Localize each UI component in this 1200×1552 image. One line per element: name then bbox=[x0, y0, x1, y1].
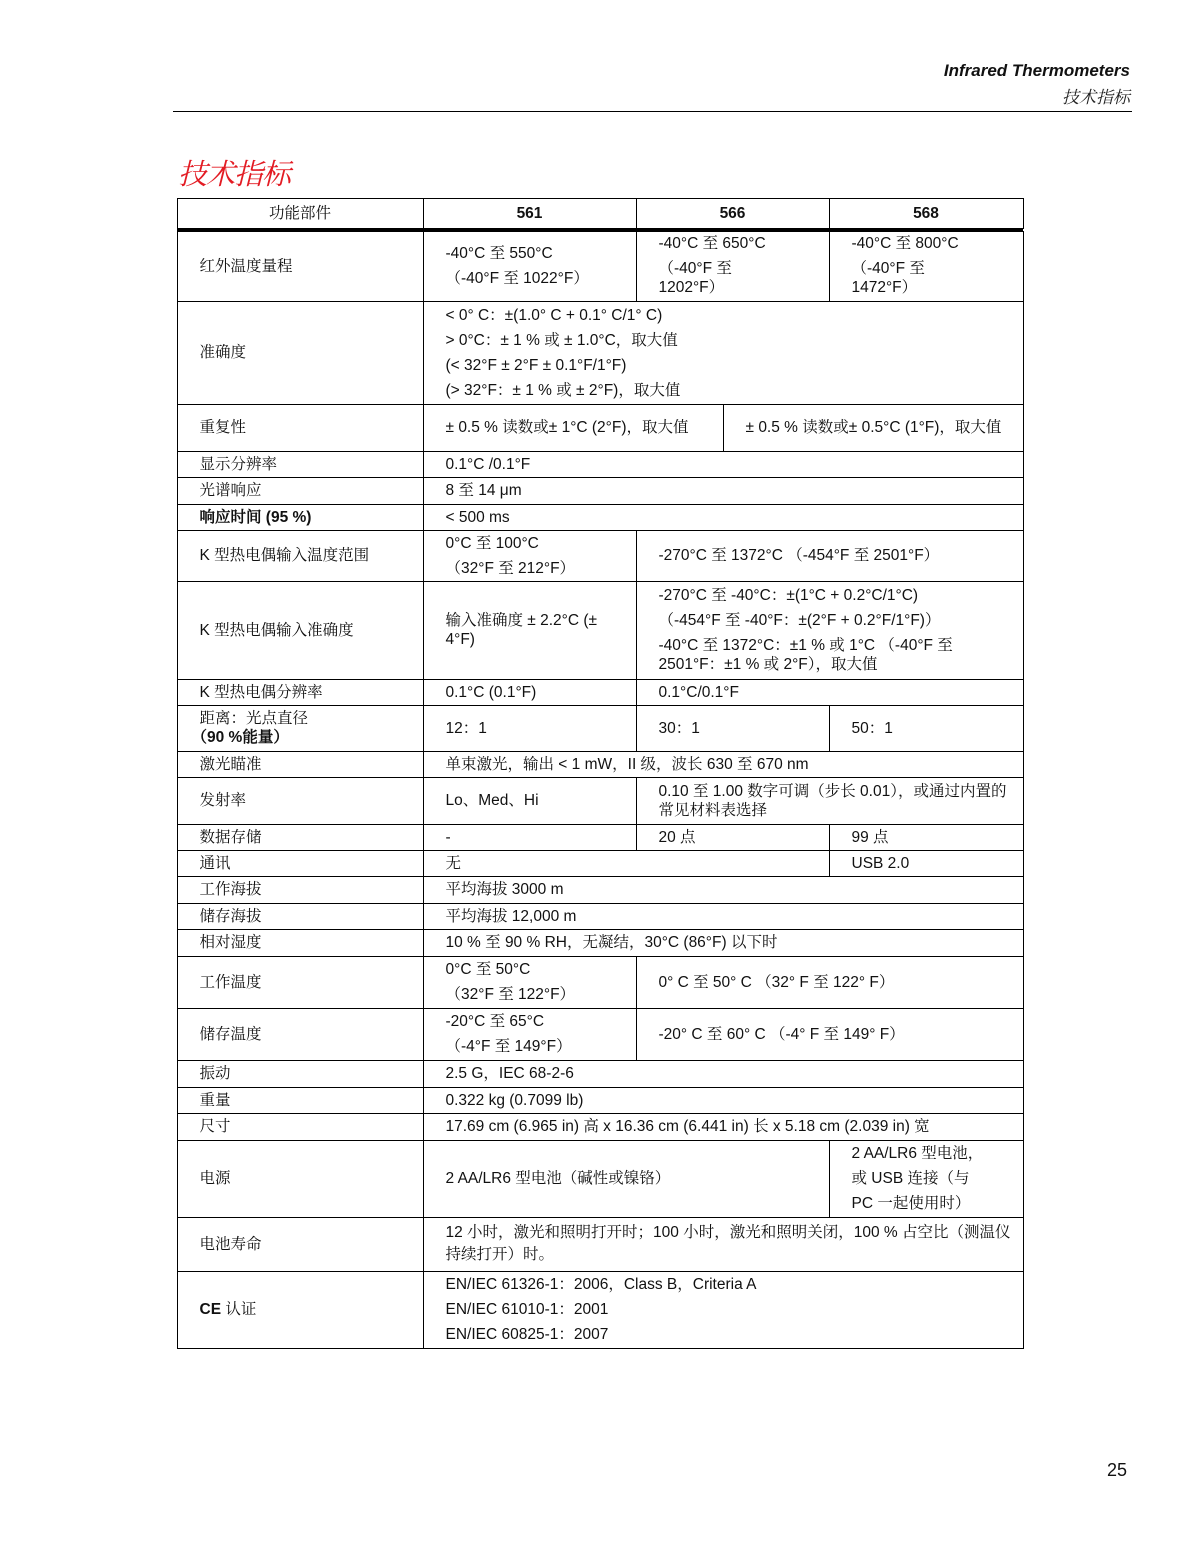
battery-life-all: 12 小时，激光和照明打开时；100 小时，激光和照明关闭，100 % 占空比（测温仪持续打开）时。 bbox=[423, 1217, 1024, 1272]
row-label-spectral-response: 光谱响应 bbox=[177, 477, 424, 505]
power-561-566: 2 AA/LR6 型电池（碱性或镍铬） bbox=[423, 1140, 830, 1218]
laser-all: 单束激光，输出 < 1 mW，II 级，波长 630 至 670 nm bbox=[423, 751, 1024, 778]
column-header-566: 566 bbox=[636, 198, 830, 229]
row-label-power: 电源 bbox=[177, 1140, 424, 1218]
communication-568: USB 2.0 bbox=[829, 850, 1024, 877]
row-label-tc-range: K 型热电偶输入温度范围 bbox=[177, 530, 424, 582]
row-label-accuracy: 准确度 bbox=[177, 301, 424, 405]
header-rule bbox=[173, 111, 1132, 112]
running-header-subtitle: 技术指标 bbox=[1062, 88, 1130, 108]
accuracy-all: < 0° C：±(1.0° C + 0.1° C/1° C) > 0°C：± 1 % 或 ± 1.0°C，取大值 (< 32°F ± 2°F ± 0.1°F/1°F) (> 32°F：± 1 % 或 ± 2°F)，取大值 bbox=[423, 301, 1024, 405]
row-label-response-time: 响应时间 (95 %) bbox=[177, 504, 424, 531]
tc-accuracy-566-568: -270°C 至 -40°C：±(1°C + 0.2°C/1°C) （-454°F 至 -40°F：±(2°F + 0.2°F/1°F)） -40°C 至 1372°C：±1 % 或 1°C （-40°F 至 2501°F：±1 % 或 2°F），取大值 bbox=[636, 581, 1024, 680]
data-storage-568: 99 点 bbox=[829, 824, 1024, 851]
storage-altitude-all: 平均海拔 12,000 m bbox=[423, 903, 1024, 930]
row-label-humidity: 相对湿度 bbox=[177, 929, 424, 957]
row-label-ir-range: 红外温度量程 bbox=[177, 231, 424, 302]
storage-temp-566-568: -20° C 至 60° C （-4° F 至 149° F） bbox=[636, 1008, 1024, 1061]
column-header-568: 568 bbox=[829, 198, 1024, 229]
repeatability-568: ± 0.5 % 读数或± 0.5°C (1°F)，取大值 bbox=[723, 404, 1024, 452]
row-label-weight: 重量 bbox=[177, 1087, 424, 1114]
distance-spot-568: 50：1 bbox=[829, 705, 1024, 752]
row-label-op-altitude: 工作海拔 bbox=[177, 876, 424, 904]
row-label-emissivity: 发射率 bbox=[177, 777, 424, 825]
emissivity-561: Lo、Med、Hi bbox=[423, 777, 637, 825]
dimensions-all: 17.69 cm (6.965 in) 高 x 16.36 cm (6.441 in) 长 x 5.18 cm (2.039 in) 宽 bbox=[423, 1113, 1024, 1141]
tc-accuracy-561: 输入准确度 ± 2.2°C (± 4°F) bbox=[423, 581, 637, 680]
tc-resolution-561: 0.1°C (0.1°F) bbox=[423, 679, 637, 706]
column-header-561: 561 bbox=[423, 198, 637, 229]
row-label-repeatability: 重复性 bbox=[177, 404, 424, 452]
page-title: 技术指标 bbox=[178, 157, 291, 191]
tc-range-566-568: -270°C 至 1372°C （-454°F 至 2501°F） bbox=[636, 530, 1024, 582]
row-label-laser: 激光瞄准 bbox=[177, 751, 424, 778]
column-header-feature: 功能部件 bbox=[177, 198, 424, 229]
page-number: 25 bbox=[1107, 1460, 1128, 1480]
power-568: 2 AA/LR6 型电池， 或 USB 连接（与 PC 一起使用时） bbox=[829, 1140, 1024, 1218]
ce-label-rest: 认证 bbox=[221, 1301, 257, 1318]
data-storage-561: - bbox=[423, 824, 637, 851]
row-label-storage-altitude: 储存海拔 bbox=[177, 903, 424, 930]
ir-range-568: -40°C 至 800°C （-40°F 至 1472°F） bbox=[829, 231, 1024, 302]
vibration-all: 2.5 G，IEC 68-2-6 bbox=[423, 1060, 1024, 1088]
ce-label-bold: CE bbox=[199, 1301, 222, 1318]
response-time-all: < 500 ms bbox=[423, 504, 1024, 531]
row-label-communication: 通讯 bbox=[177, 850, 424, 877]
row-label-battery-life: 电池寿命 bbox=[177, 1217, 424, 1272]
row-label-op-temp: 工作温度 bbox=[177, 956, 424, 1009]
spectral-response-all: 8 至 14 μm bbox=[423, 477, 1024, 505]
weight-all: 0.322 kg (0.7099 lb) bbox=[423, 1087, 1024, 1114]
op-altitude-all: 平均海拔 3000 m bbox=[423, 876, 1024, 904]
humidity-all: 10 % 至 90 % RH，无凝结，30°C (86°F) 以下时 bbox=[423, 929, 1024, 957]
ce-all: EN/IEC 61326-1：2006，Class B，Criteria A EN/IEC 61010-1：2001 EN/IEC 60825-1：2007 bbox=[423, 1271, 1024, 1349]
distance-spot-566: 30：1 bbox=[636, 705, 830, 752]
row-label-distance-spot: 距离：光点直径 （90 %能量） bbox=[177, 705, 424, 752]
tc-range-561: 0°C 至 100°C （32°F 至 212°F） bbox=[423, 530, 637, 582]
storage-temp-561: -20°C 至 65°C （-4°F 至 149°F） bbox=[423, 1008, 637, 1061]
emissivity-566-568: 0.10 至 1.00 数字可调（步长 0.01），或通过内置的常见材料表选择 bbox=[636, 777, 1024, 825]
row-label-dimensions: 尺寸 bbox=[177, 1113, 424, 1141]
row-label-storage-temp: 储存温度 bbox=[177, 1008, 424, 1061]
data-storage-566: 20 点 bbox=[636, 824, 830, 851]
row-label-tc-resolution: K 型热电偶分辨率 bbox=[177, 679, 424, 706]
op-temp-561: 0°C 至 50°C （32°F 至 122°F） bbox=[423, 956, 637, 1009]
running-header-title: Infrared Thermometers bbox=[943, 61, 1130, 80]
row-label-vibration: 振动 bbox=[177, 1060, 424, 1088]
row-label-data-storage: 数据存储 bbox=[177, 824, 424, 851]
ir-range-561: -40°C 至 550°C （-40°F 至 1022°F） bbox=[423, 231, 637, 302]
display-resolution-all: 0.1°C /0.1°F bbox=[423, 451, 1024, 478]
row-label-ce bbox=[177, 1271, 424, 1349]
row-label-display-resolution: 显示分辨率 bbox=[177, 451, 424, 478]
ir-range-566: -40°C 至 650°C （-40°F 至 1202°F） bbox=[636, 231, 830, 302]
repeatability-561-566: ± 0.5 % 读数或± 1°C (2°F)，取大值 bbox=[423, 404, 724, 452]
communication-561-566: 无 bbox=[423, 850, 830, 877]
tc-resolution-566-568: 0.1°C/0.1°F bbox=[636, 679, 1024, 706]
row-label-tc-accuracy: K 型热电偶输入准确度 bbox=[177, 581, 424, 680]
op-temp-566-568: 0° C 至 50° C （32° F 至 122° F） bbox=[636, 956, 1024, 1009]
distance-spot-561: 12：1 bbox=[423, 705, 637, 752]
